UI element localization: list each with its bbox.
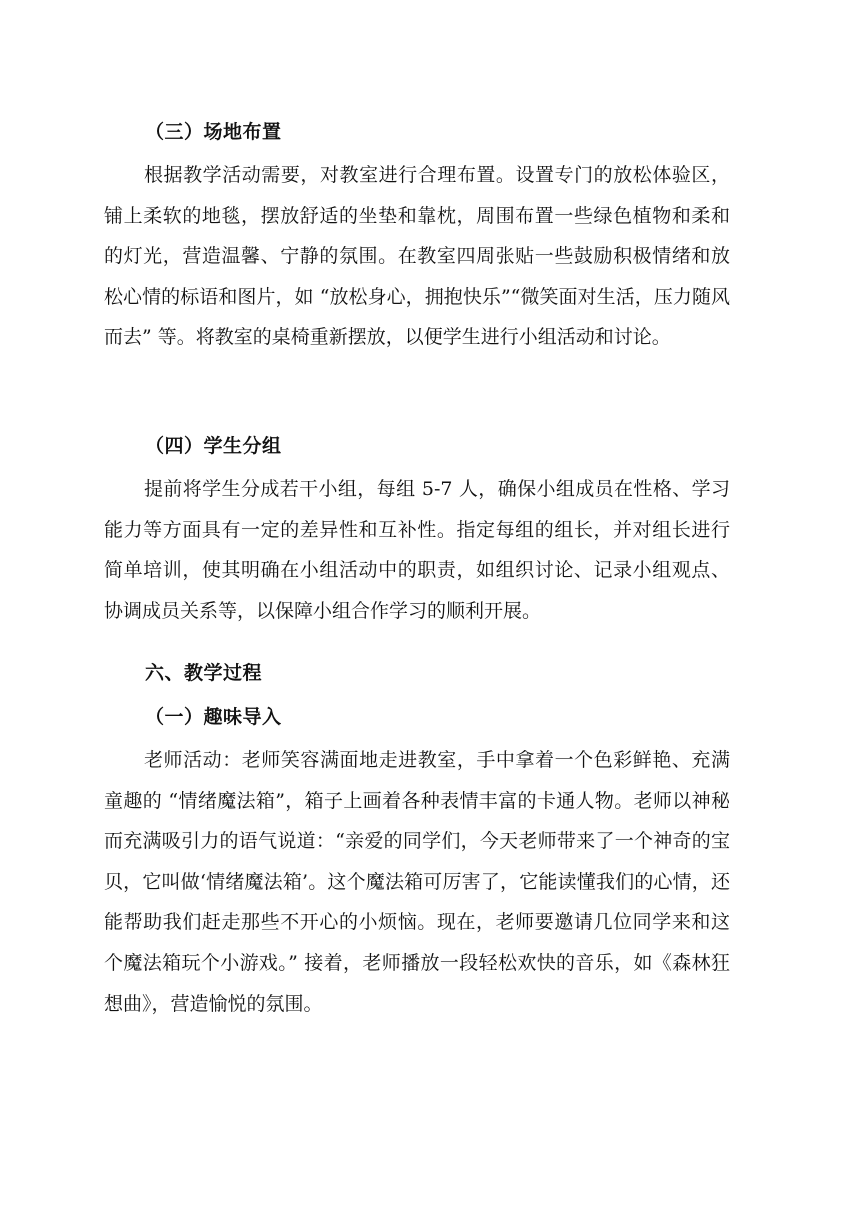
section-heading-grouping: （四）学生分组	[145, 435, 282, 457]
paragraph-venue: 根据教学活动需要，对教室进行合理布置。设置专门的放松体验区，铺上柔软的地毯，摆放舒适的坐垫和靠枕，周围布置一些绿色植物和柔和的灯光，营造温馨、宁静的氛围。在教室四周张贴一些鼓励积极情绪和放松心情的标语和图片，如 “放松身心，拥抱快乐”“微笑面对生活，压力随风而去” 等。将教室的桌椅重新摆放，以便学生进行小组活动和讨论。	[104, 164, 730, 349]
section-heading-process: 六、教学过程	[145, 662, 263, 684]
paragraph-grouping: 提前将学生分成若干小组，每组 5-7 人，确保小组成员在性格、学习能力等方面具有一定的差异性和互补性。指定每组的组长，并对组长进行简单培训，使其明确在小组活动中的职责，如组织讨论、记录小组观点、协调成员关系等，以保障小组合作学习的顺利开展。	[104, 478, 730, 622]
section-heading-intro: （一）趣味导入	[145, 706, 282, 728]
paragraph-intro: 老师活动：老师笑容满面地走进教室，手中拿着一个色彩鲜艳、充满童趣的 “情绪魔法箱”，箱子上画着各种表情丰富的卡通人物。老师以神秘而充满吸引力的语气说道：“亲爱的同学们，今天老师带来了一个神奇的宝贝，它叫做‘情绪魔法箱’。这个魔法箱可厉害了，它能读懂我们的心情，还能帮助我们赶走那些不开心的小烦恼。现在，老师要邀请几位同学来和这个魔法箱玩个小游戏。” 接着，老师播放一段轻松欢快的音乐，如《森林狂想曲》，营造愉悦的氛围。	[104, 749, 730, 1015]
section-heading-venue: （三）场地布置	[145, 121, 282, 143]
